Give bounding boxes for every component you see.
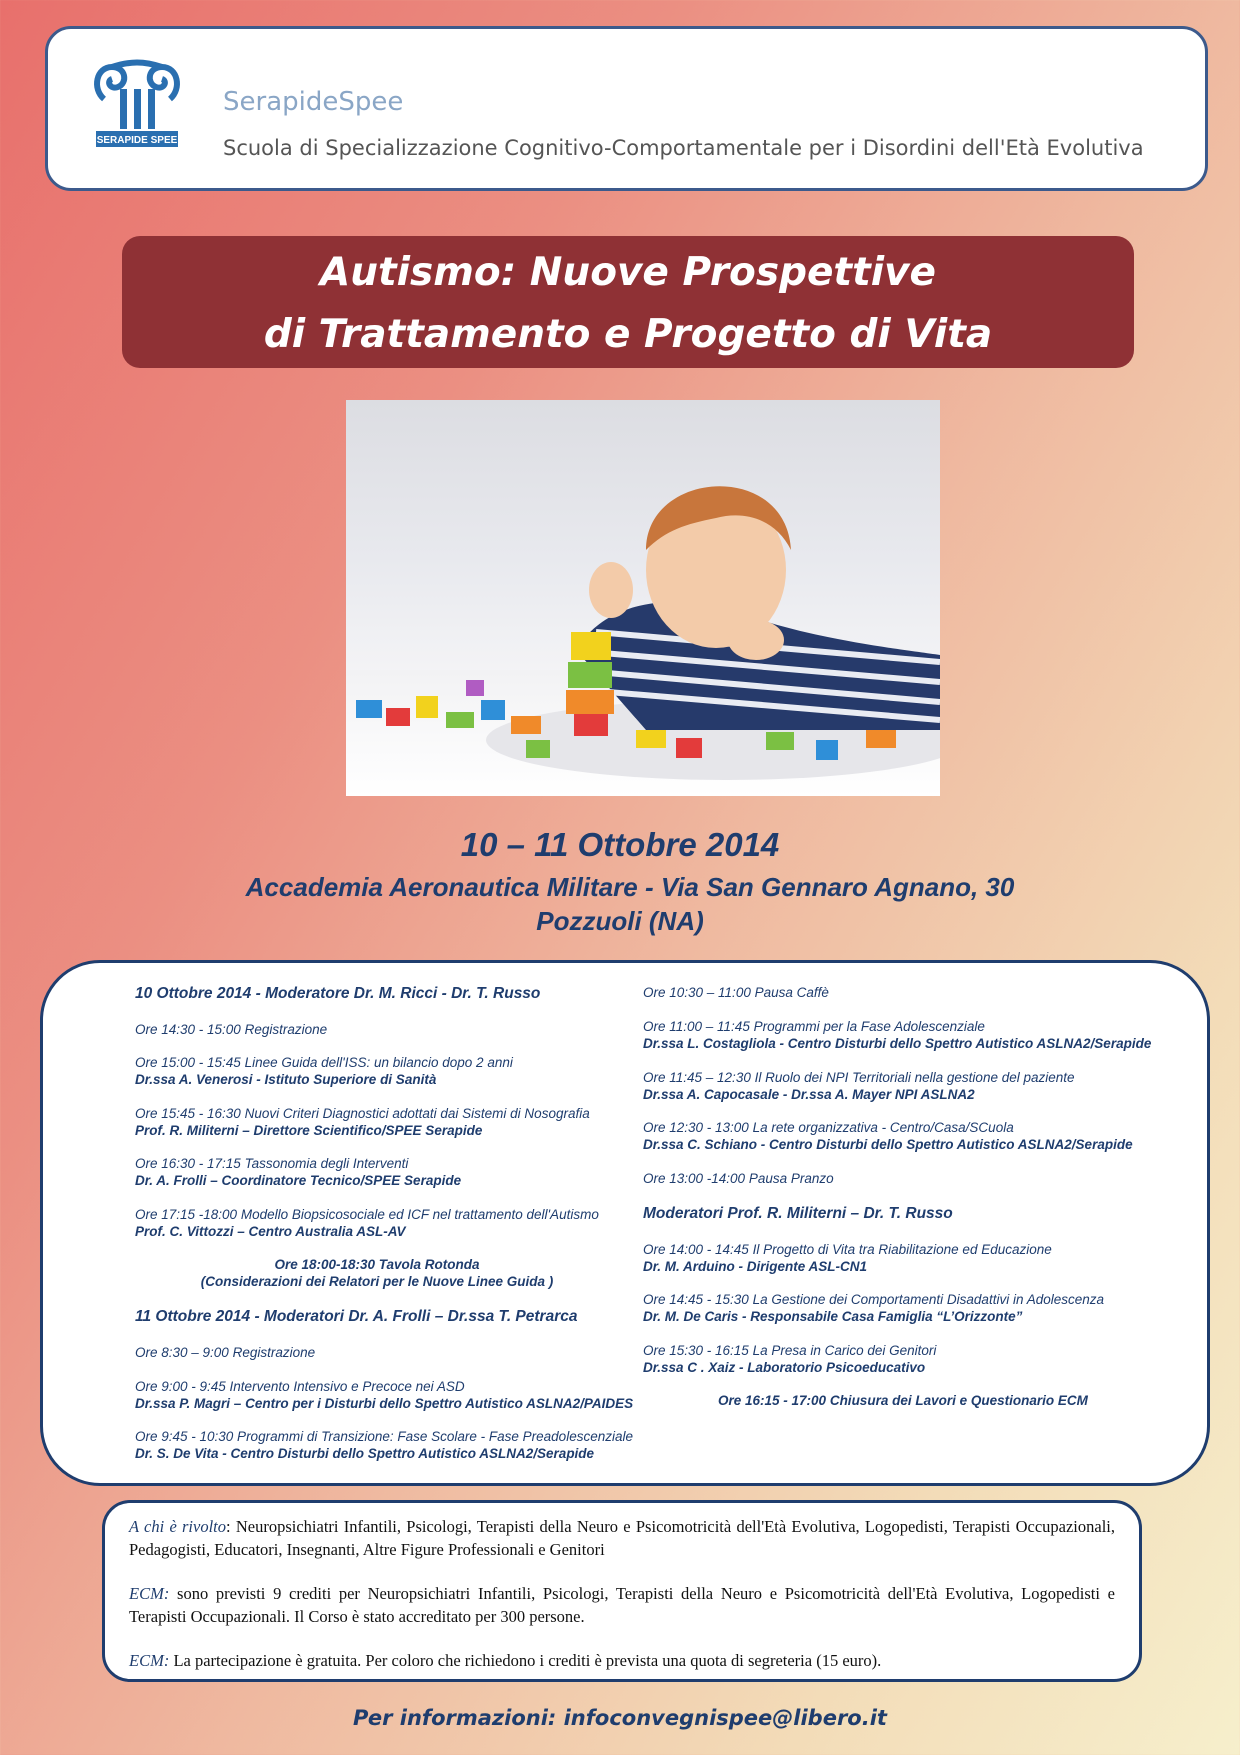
child-playing-photo xyxy=(346,400,940,796)
program-speaker: Dr. S. De Vita - Centro Disturbi dello Spettro Autistico ASLNA2/Serapide xyxy=(135,1446,595,1461)
ecm-text: sono previsti 9 crediti per Neuropsichiatri Infantili, Psicologi, Terapisti della Neuro e Psicomotricità dell'Età Evolutiva, Logopedisti e Terapisti Occupazionali. Il Corso è stato accreditato per 300 persone. xyxy=(129,1584,1115,1626)
brand-name: SerapideSpee xyxy=(223,87,404,117)
program-item: Ore 10:30 – 11:00 Pausa Caffè xyxy=(643,985,829,1000)
program-speaker: Prof. C. Vittozzi – Centro Australia ASL-AV xyxy=(135,1224,406,1239)
event-date: 10 – 11 Ottobre 2014 xyxy=(460,826,780,863)
program-speaker: Dr.ssa A. Venerosi - Istituto Superiore di Sanità xyxy=(135,1072,437,1087)
event-venue: Accademia Aeronautica Militare - Via San Gennaro Agnano, 30 xyxy=(245,872,1015,902)
program-item: Ore 15:30 - 16:15 La Presa in Carico dei Genitori xyxy=(643,1343,937,1358)
serapide-logo xyxy=(90,59,184,155)
ecm-fee xyxy=(129,1649,1115,1672)
program-item: Ore 8:30 – 9:00 Registrazione xyxy=(135,1345,316,1360)
contact-info[interactable]: Per informazioni: infoconvegnispee@libero.it xyxy=(353,1706,887,1730)
program-item: Ore 14:30 - 15:00 Registrazione xyxy=(135,1022,328,1037)
program-speaker: Prof. R. Militerni – Direttore Scientifico/SPEE Serapide xyxy=(135,1123,483,1138)
title-line-1: Autismo: Nuove Prospettive xyxy=(320,250,936,295)
info-box xyxy=(102,1500,1142,1682)
program-item: Ore 11:45 – 12:30 Il Ruolo dei NPI Territoriali nella gestione del paziente xyxy=(643,1070,1075,1085)
closing-session: Ore 16:15 - 17:00 Chiusura dei Lavori e Questionario ECM xyxy=(718,1393,1088,1408)
program-speaker: Dr.ssa P. Magri – Centro per i Disturbi dello Spettro Autistico ASLNA2/PAIDES xyxy=(135,1396,634,1411)
program-item: Ore 17:15 -18:00 Modello Biopsicosociale ed ICF nel trattamento dell'Autismo xyxy=(135,1207,599,1222)
program-item: Ore 14:45 - 15:30 La Gestione dei Comportamenti Disadattivi in Adolescenza xyxy=(643,1292,1105,1307)
program-item: Ore 9:00 - 9:45 Intervento Intensivo e Precoce nei ASD xyxy=(135,1379,465,1394)
child-illustration xyxy=(346,400,940,796)
program-item: Ore 15:45 - 16:30 Nuovi Criteri Diagnostici adottati dai Sistemi di Nosografia xyxy=(135,1106,590,1121)
ecm-credits xyxy=(129,1582,1115,1628)
title-line-2: di Trattamento e Progetto di Vita xyxy=(263,312,993,357)
program-item: Ore 9:45 - 10:30 Programmi di Transizione: Fase Scolare - Fase Preadolescenziale xyxy=(135,1429,633,1444)
program-day-2-heading: 11 Ottobre 2014 - Moderatori Dr. A. Frolli – Dr.ssa T. Petrarca xyxy=(135,1308,578,1325)
round-table-note: (Considerazioni dei Relatori per le Nuove Linee Guida ) xyxy=(200,1274,554,1289)
program-speaker: Dr.ssa C . Xaiz - Laboratorio Psicoeducativo xyxy=(643,1360,926,1375)
logo-text: SERAPIDE SPEE xyxy=(96,135,178,146)
program-item: Ore 14:00 - 14:45 Il Progetto di Vita tra Riabilitazione ed Educazione xyxy=(643,1242,1052,1257)
round-table: Ore 18:00-18:30 Tavola Rotonda xyxy=(274,1257,480,1272)
program-box xyxy=(40,960,1210,1486)
program-speaker: Dr. A. Frolli – Coordinatore Tecnico/SPEE Serapide xyxy=(135,1173,462,1188)
target-audience xyxy=(129,1515,1115,1561)
target-text: : Neuropsichiatri Infantili, Psicologi, Terapisti della Neuro e Psicomotricità dell'Età Evolutiva, Logopedisti, Terapisti Occupazionali, Pedagogisti, Educatori, Insegnanti, Altre Figure Professionali e Genitori xyxy=(129,1517,1115,1559)
program-item: Ore 15:00 - 15:45 Linee Guida dell'ISS: un bilancio dopo 2 anni xyxy=(135,1055,513,1070)
program-item: Ore 13:00 -14:00 Pausa Pranzo xyxy=(643,1171,834,1186)
ecm-text: La partecipazione è gratuita. Per coloro che richiedono i crediti è prevista una quota di segreteria (15 euro). xyxy=(169,1651,882,1670)
target-label: A chi è rivolto xyxy=(129,1517,227,1536)
school-subtitle: Scuola di Specializzazione Cognitivo-Comportamentale per i Disordini dell'Età Evolutiva xyxy=(223,136,1144,160)
event-title xyxy=(122,236,1134,368)
program-item: Ore 16:30 - 17:15 Tassonomia degli Interventi xyxy=(135,1156,409,1171)
program-item: Ore 12:30 - 13:00 La rete organizzativa - Centro/Casa/SCuola xyxy=(643,1120,1014,1135)
program-moderators-heading: Moderatori Prof. R. Militerni – Dr. T. Russo xyxy=(643,1205,953,1222)
header-box xyxy=(45,26,1208,191)
program-day-1-heading: 10 Ottobre 2014 - Moderatore Dr. M. Ricci - Dr. T. Russo xyxy=(135,985,541,1002)
event-city: Pozzuoli (NA) xyxy=(536,906,704,936)
program-item: Ore 11:00 – 11:45 Programmi per la Fase Adolescenziale xyxy=(643,1019,985,1034)
program-speaker: Dr. M. De Caris - Responsabile Casa Famiglia “L’Orizzonte” xyxy=(643,1309,1023,1324)
program-speaker: Dr.ssa C. Schiano - Centro Disturbi dello Spettro Autistico ASLNA2/Serapide xyxy=(643,1137,1133,1152)
program-speaker: Dr. M. Arduino - Dirigente ASL-CN1 xyxy=(643,1259,868,1274)
ecm-label: ECM: xyxy=(129,1651,170,1670)
program-speaker: Dr.ssa A. Capocasale - Dr.ssa A. Mayer NPI ASLNA2 xyxy=(643,1087,975,1102)
ecm-label: ECM: xyxy=(129,1584,170,1603)
program-speaker: Dr.ssa L. Costagliola - Centro Disturbi dello Spettro Autistico ASLNA2/Serapide xyxy=(643,1036,1152,1051)
